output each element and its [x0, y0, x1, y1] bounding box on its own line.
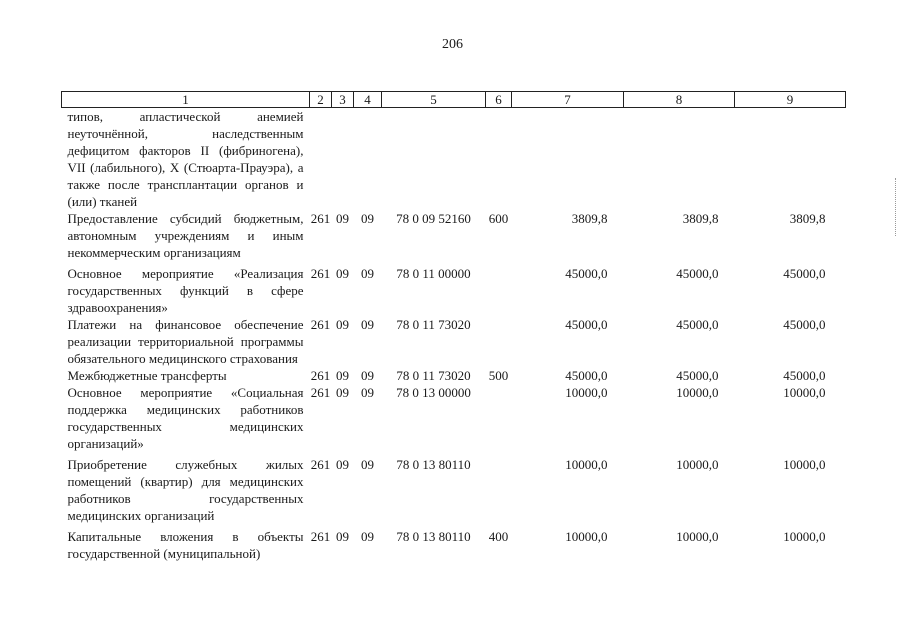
row-target-article: 78 0 11 00000: [396, 266, 471, 281]
row-amount-col9: 3809,8: [789, 211, 826, 226]
row-amount-col7: [512, 108, 624, 211]
row-subsection: 09: [361, 317, 374, 332]
row-section: 09: [336, 529, 349, 544]
row-amount-col9: 45000,0: [783, 317, 826, 332]
header-col-9: 9: [735, 92, 846, 108]
row-expense-type: [486, 108, 512, 211]
budget-table: [61, 91, 846, 562]
row-amount-col8: 10000,0: [676, 457, 719, 472]
row-ministry: 261: [310, 317, 331, 332]
row-name: Капитальные вложения в объекты государственной (муниципальной): [67, 529, 304, 561]
header-col-5: 5: [382, 92, 486, 108]
row-expense-type: 400: [488, 529, 509, 544]
row-target-article: 78 0 13 80110: [396, 529, 471, 544]
header-col-8: 8: [624, 92, 735, 108]
row-amount-col7: 3809,8: [571, 211, 608, 226]
row-name: Основное мероприятие «Социальная поддержка медицинских работников государственных медицинских организаций»: [67, 385, 304, 451]
row-amount-col7: 10000,0: [565, 385, 608, 400]
row-target-article: [382, 108, 486, 211]
row-name: Основное мероприятие «Реализация государственных функций в сфере здравоохранения»: [67, 266, 304, 315]
row-ministry: 261: [310, 457, 331, 472]
row-section: 09: [336, 368, 349, 383]
header-col-3: 3: [332, 92, 354, 108]
table-row: [62, 108, 846, 211]
header-col-1: 1: [62, 92, 310, 108]
table-row: [62, 367, 846, 384]
row-subsection: 09: [361, 385, 374, 400]
row-expense-type: [486, 316, 512, 367]
row-ministry: 261: [310, 529, 331, 544]
row-ministry: [310, 108, 332, 211]
row-section: [332, 108, 354, 211]
row-expense-type: [486, 452, 512, 524]
row-target-article: 78 0 11 73020: [396, 317, 471, 332]
row-ministry: 261: [310, 385, 331, 400]
row-section: 09: [336, 385, 349, 400]
row-amount-col9: 10000,0: [783, 385, 826, 400]
row-expense-type: [486, 384, 512, 452]
row-amount-col9: 10000,0: [783, 529, 826, 544]
row-ministry: 261: [310, 368, 331, 383]
row-target-article: 78 0 09 52160: [396, 211, 471, 226]
row-amount-col8: 3809,8: [682, 211, 719, 226]
header-col-4: 4: [354, 92, 382, 108]
row-amount-col9: 45000,0: [783, 368, 826, 383]
header-row: [62, 92, 846, 108]
header-col-2: 2: [310, 92, 332, 108]
row-amount-col8: 45000,0: [676, 266, 719, 281]
row-name: Приобретение служебных жилых помещений (квартир) для медицинских работников государственных медицинских организаций: [67, 457, 304, 523]
table-row: [62, 384, 846, 452]
row-name: Предоставление субсидий бюджетным, автономным учреждениям и иным некоммерческим организациям: [67, 211, 304, 260]
row-section: 09: [336, 211, 349, 226]
row-amount-col8: [624, 108, 735, 211]
row-subsection: 09: [361, 529, 374, 544]
row-section: 09: [336, 457, 349, 472]
row-amount-col8: 10000,0: [676, 529, 719, 544]
row-expense-type: 500: [488, 368, 509, 383]
row-subsection: [354, 108, 382, 211]
row-subsection: 09: [361, 211, 374, 226]
row-amount-col7: 10000,0: [565, 529, 608, 544]
row-amount-col9: 10000,0: [783, 457, 826, 472]
row-name: Межбюджетные трансферты: [67, 368, 227, 383]
scan-edge-mark: [895, 178, 897, 236]
row-section: 09: [336, 266, 349, 281]
header-col-6: 6: [486, 92, 512, 108]
row-expense-type: 600: [488, 211, 509, 226]
row-subsection: 09: [361, 457, 374, 472]
row-target-article: 78 0 13 80110: [396, 457, 471, 472]
table-row: [62, 261, 846, 316]
table-row: [62, 316, 846, 367]
row-amount-col7: 45000,0: [565, 368, 608, 383]
row-ministry: 261: [310, 266, 331, 281]
row-amount-col9: 45000,0: [783, 266, 826, 281]
row-amount-col8: 45000,0: [676, 368, 719, 383]
row-subsection: 09: [361, 368, 374, 383]
table-row: [62, 452, 846, 524]
page-number: 206: [442, 37, 463, 52]
row-name: Платежи на финансовое обеспечение реализации территориальной программы обязательного медицинского страхования: [67, 317, 304, 366]
row-expense-type: [486, 261, 512, 316]
row-name: типов, апластической анемией неуточнённой, наследственным дефицитом факторов II (фибриногена), VII (лабильного), X (Стюарта-Прауэра), а также после трансплантации органов и (или) тканей: [67, 109, 304, 209]
header-col-7: 7: [512, 92, 624, 108]
row-amount-col8: 45000,0: [676, 317, 719, 332]
row-target-article: 78 0 11 73020: [396, 368, 471, 383]
row-amount-col7: 10000,0: [565, 457, 608, 472]
row-amount-col7: 45000,0: [565, 317, 608, 332]
table-row: [62, 524, 846, 562]
row-amount-col8: 10000,0: [676, 385, 719, 400]
row-amount-col9: [735, 108, 846, 211]
row-ministry: 261: [310, 211, 331, 226]
row-subsection: 09: [361, 266, 374, 281]
row-target-article: 78 0 13 00000: [396, 385, 471, 400]
row-amount-col7: 45000,0: [565, 266, 608, 281]
row-section: 09: [336, 317, 349, 332]
table-row: [62, 210, 846, 261]
